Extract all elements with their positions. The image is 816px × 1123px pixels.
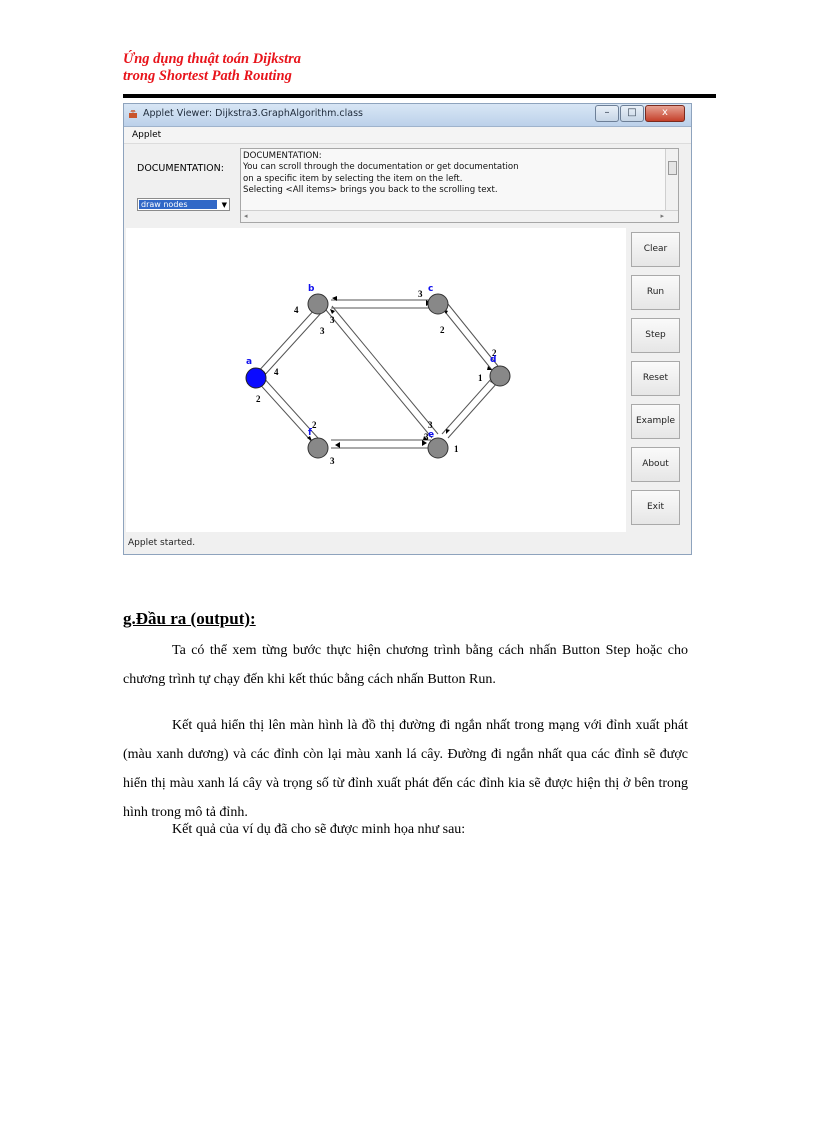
doc-line: DOCUMENTATION: (243, 151, 322, 161)
exit-button[interactable]: Exit (631, 490, 680, 525)
minimize-button[interactable]: – (595, 105, 619, 122)
maximize-button[interactable]: □ (620, 105, 644, 122)
edge-d-e (448, 382, 498, 438)
node-label: d (490, 355, 497, 365)
edge-weight: 3 (424, 432, 429, 442)
scroll-right-icon[interactable]: ▸ (660, 212, 664, 220)
edge-weight: 3 (330, 315, 335, 325)
menu-bar (124, 127, 691, 144)
chevron-down-icon[interactable]: ▼ (221, 201, 227, 209)
window-title: Applet Viewer: Dijkstra3.GraphAlgorithm.class (143, 108, 363, 119)
edge-b-e (326, 310, 435, 440)
edge-weight: 2 (256, 394, 261, 404)
node-labels (246, 284, 496, 440)
node-a[interactable] (246, 368, 266, 388)
section-title: g.Đầu ra (output): (123, 609, 256, 628)
header-rule (123, 94, 716, 98)
paragraph-text: Ta có thể xem từng bước thực hiện chương trình bằng cách nhấn Button Step hoặc cho chương trình tự chạy đến khi kết thúc bằng cách nhấn Button Run. (123, 643, 688, 687)
step-button[interactable]: Step (631, 318, 680, 353)
paragraph-text: Kết quả hiển thị lên màn hình là đồ thị đường đi ngắn nhất trong mạng với đỉnh xuất phát (màu xanh dương) và các đỉnh còn lại màu xanh lá cây. Đường đi ngắn nhất qua các đỉnh sẽ được hiển thị màu xanh lá cây và trọng số từ đỉnh xuất phát đến các đỉnh kia sẽ được hiện thị ở bên trong hình trong mô tả đỉnh. (123, 718, 688, 820)
reset-button[interactable]: Reset (631, 361, 680, 396)
window-controls (594, 105, 685, 122)
edge-weight: 4 (274, 367, 279, 377)
edge-weight: 1 (478, 373, 483, 383)
arrowhead (330, 309, 335, 314)
edge-weight: 3 (330, 456, 335, 466)
menu-applet[interactable]: Applet (132, 130, 162, 140)
scrollbar-thumb[interactable] (668, 161, 677, 175)
title-bar[interactable] (124, 104, 691, 127)
edge-c-d (442, 308, 492, 370)
clear-button[interactable]: Clear (631, 232, 680, 267)
arrowhead (446, 429, 450, 434)
graph-canvas[interactable] (126, 228, 626, 532)
edge-weight: 1 (454, 444, 459, 454)
header-line-1: Ứng dụng thuật toán Dijkstra (123, 51, 302, 67)
node-b[interactable] (308, 294, 328, 314)
node-label: b (308, 284, 315, 294)
edge-e-d (442, 378, 492, 434)
graph-edges (256, 300, 498, 448)
paragraph-1 (123, 636, 688, 694)
edge-weight: 2 (312, 420, 317, 430)
edge-weight: 3 (320, 326, 325, 336)
node-f[interactable] (308, 438, 328, 458)
page-header (123, 51, 301, 85)
documentation-textarea[interactable] (240, 148, 679, 223)
paragraph-3 (123, 815, 688, 844)
example-button[interactable]: Example (631, 404, 680, 439)
edge-e-b (332, 306, 438, 434)
graph-svg[interactable] (126, 228, 626, 532)
run-button[interactable]: Run (631, 275, 680, 310)
applet-window (123, 103, 692, 555)
close-button[interactable]: x (645, 105, 685, 122)
node-d[interactable] (490, 366, 510, 386)
edge-b-a (262, 312, 322, 378)
paragraph-2 (123, 711, 688, 827)
edge-weight: 3 (418, 289, 423, 299)
scroll-left-icon[interactable]: ◂ (244, 212, 248, 220)
edge-a-f (256, 380, 312, 442)
horizontal-scrollbar[interactable] (241, 210, 678, 222)
status-bar: Applet started. (128, 538, 196, 548)
doc-line: You can scroll through the documentation or get documentation (243, 162, 519, 173)
documentation-select[interactable] (137, 198, 230, 211)
paragraph-text: Kết quả của ví dụ đã cho sẽ được minh họa như sau: (172, 822, 466, 837)
arrowhead (335, 442, 340, 448)
graph-nodes (246, 294, 510, 458)
node-c[interactable] (428, 294, 448, 314)
vertical-scrollbar[interactable] (665, 149, 678, 211)
node-label: a (246, 357, 253, 367)
documentation-label: DOCUMENTATION: (137, 163, 224, 174)
node-label: f (308, 428, 312, 438)
doc-line: on a specific item by selecting the item on the left. (243, 173, 463, 184)
edge-weight: 4 (294, 305, 299, 315)
node-label: c (428, 284, 434, 294)
node-label: e (428, 430, 435, 440)
select-value: draw nodes (139, 200, 217, 209)
node-e[interactable] (428, 438, 448, 458)
edge-weight: 2 (440, 325, 445, 335)
java-icon (128, 108, 140, 120)
doc-line: Selecting <All items> brings you back to the scrolling text. (243, 184, 498, 195)
header-line-2: trong Shortest Path Routing (123, 68, 292, 84)
edge-weights (256, 289, 497, 466)
edge-weight: 3 (428, 420, 433, 430)
about-button[interactable]: About (631, 447, 680, 482)
edge-a-b (256, 308, 316, 374)
edge-weight: 2 (492, 348, 497, 358)
